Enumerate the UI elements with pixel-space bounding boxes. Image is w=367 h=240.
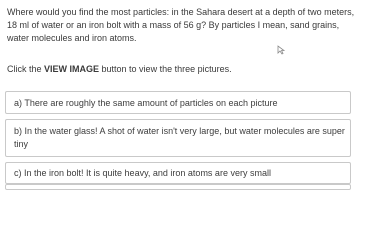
answer-option-c-label: c) In the iron bolt! It is quite heavy, and iron atoms are very small (14, 168, 271, 178)
view-image-reference: VIEW IMAGE (44, 64, 100, 74)
answer-option-a[interactable] (5, 91, 351, 114)
instruction-text (7, 63, 363, 76)
instruction-prefix: Click the (7, 64, 45, 74)
answer-option-b[interactable] (5, 119, 351, 157)
question-text: Where would you find the most particles: in the Sahara desert at a depth of two meters, 18 ml of water or an iron bolt with a mass of 56 g? By particles I mean, sand grains, water molecules and iron atoms. (7, 7, 355, 43)
answer-option-a-label: a) There are roughly the same amount of particles on each picture (14, 98, 278, 108)
answer-option-d[interactable] (5, 184, 351, 190)
instruction-suffix: button to view the three pictures. (99, 64, 232, 74)
answer-option-b-label: b) In the water glass! A shot of water isn't very large, but water molecules are super tiny (14, 126, 345, 149)
answer-option-c[interactable] (5, 162, 351, 184)
mouse-cursor-icon (277, 45, 285, 55)
